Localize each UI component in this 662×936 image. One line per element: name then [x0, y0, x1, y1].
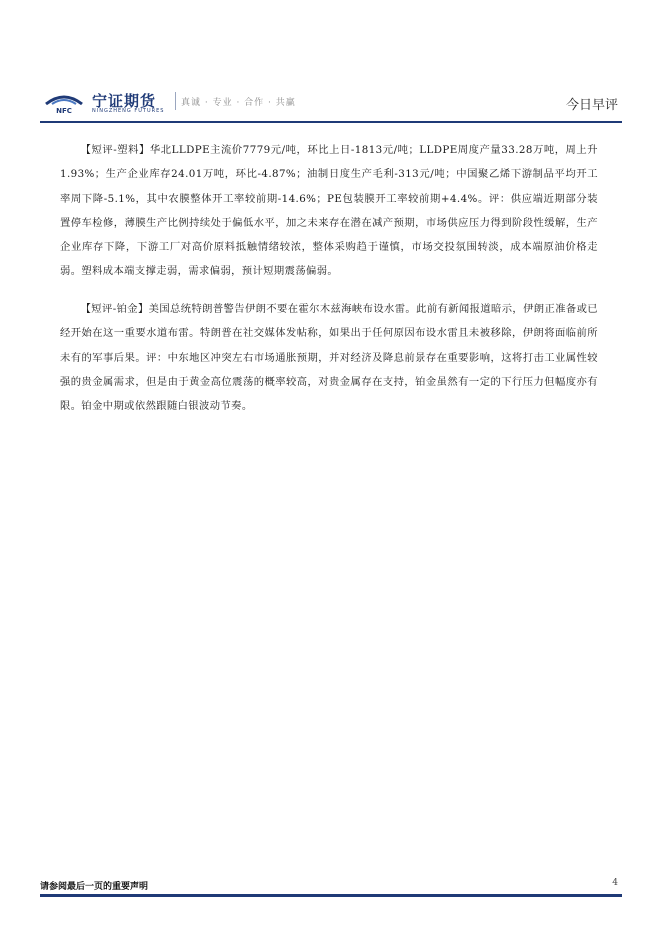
commentary-platinum: 【短评-铂金】美国总统特朗普警告伊朗不要在霍尔木兹海峡布设水雷。此前有新闻报道暗示，伊朗正准备或已经开始在这一重要水道布雷。特朗普在社交媒体发帖称，如果出于任何原因布设水雷且未被移除，伊朗将面临前所未有的军事后果。评：中东地区冲突左右市场通胀预期，并对经济及降息前景存在重要影响，这将打击工业属性较强的贵金属需求，但是由于黄金高位震荡的概率较高，对贵金属存在支持，铂金虽然有一定的下行压力但幅度亦有限。铂金中期或依然跟随白银波动节奏。	[60, 303, 598, 413]
header-divider	[175, 92, 176, 110]
report-title: 今日早评	[565, 98, 618, 113]
disclaimer-note: 请参阅最后一页的重要声明	[40, 882, 149, 892]
page-header	[40, 84, 622, 120]
brand-slogan: 真诚 · 专业 · 合作 · 共赢	[181, 98, 296, 108]
brand-english-name: NINGZHENG FUTURES	[92, 108, 165, 114]
svg-text:NFC: NFC	[56, 107, 72, 114]
footer-rule	[40, 894, 622, 897]
company-logo-icon	[44, 92, 84, 114]
header-rule	[40, 121, 622, 123]
commentary-plastic: 【短评-塑料】华北LLDPE主流价7779元/吨，环比上日-1813元/吨；LLDPE周度产量33.28万吨，周上升1.93%；生产企业库存24.01万吨，环比-4.87%；油制日度生产毛利-313元/吨；中国聚乙烯下游制品平均开工率周下降-5.1%，其中农膜整体开工率较前期-14.6%；PE包装膜开工率较前期+4.4%。评：供应端近期部分装置停车检修，薄膜生产比例持续处于偏低水平，加之未来存在潜在减产预期，市场供应压力得到阶段性缓解，生产企业库存下降，下游工厂对高价原料抵触情绪较浓，整体采购趋于谨慎，市场交投氛围转淡，成本端原油价格走弱。塑料成本端支撑走弱，需求偏弱，预计短期震荡偏弱。	[60, 144, 598, 278]
brand-name: 宁证期货	[92, 92, 157, 110]
page-number: 4	[612, 878, 618, 888]
